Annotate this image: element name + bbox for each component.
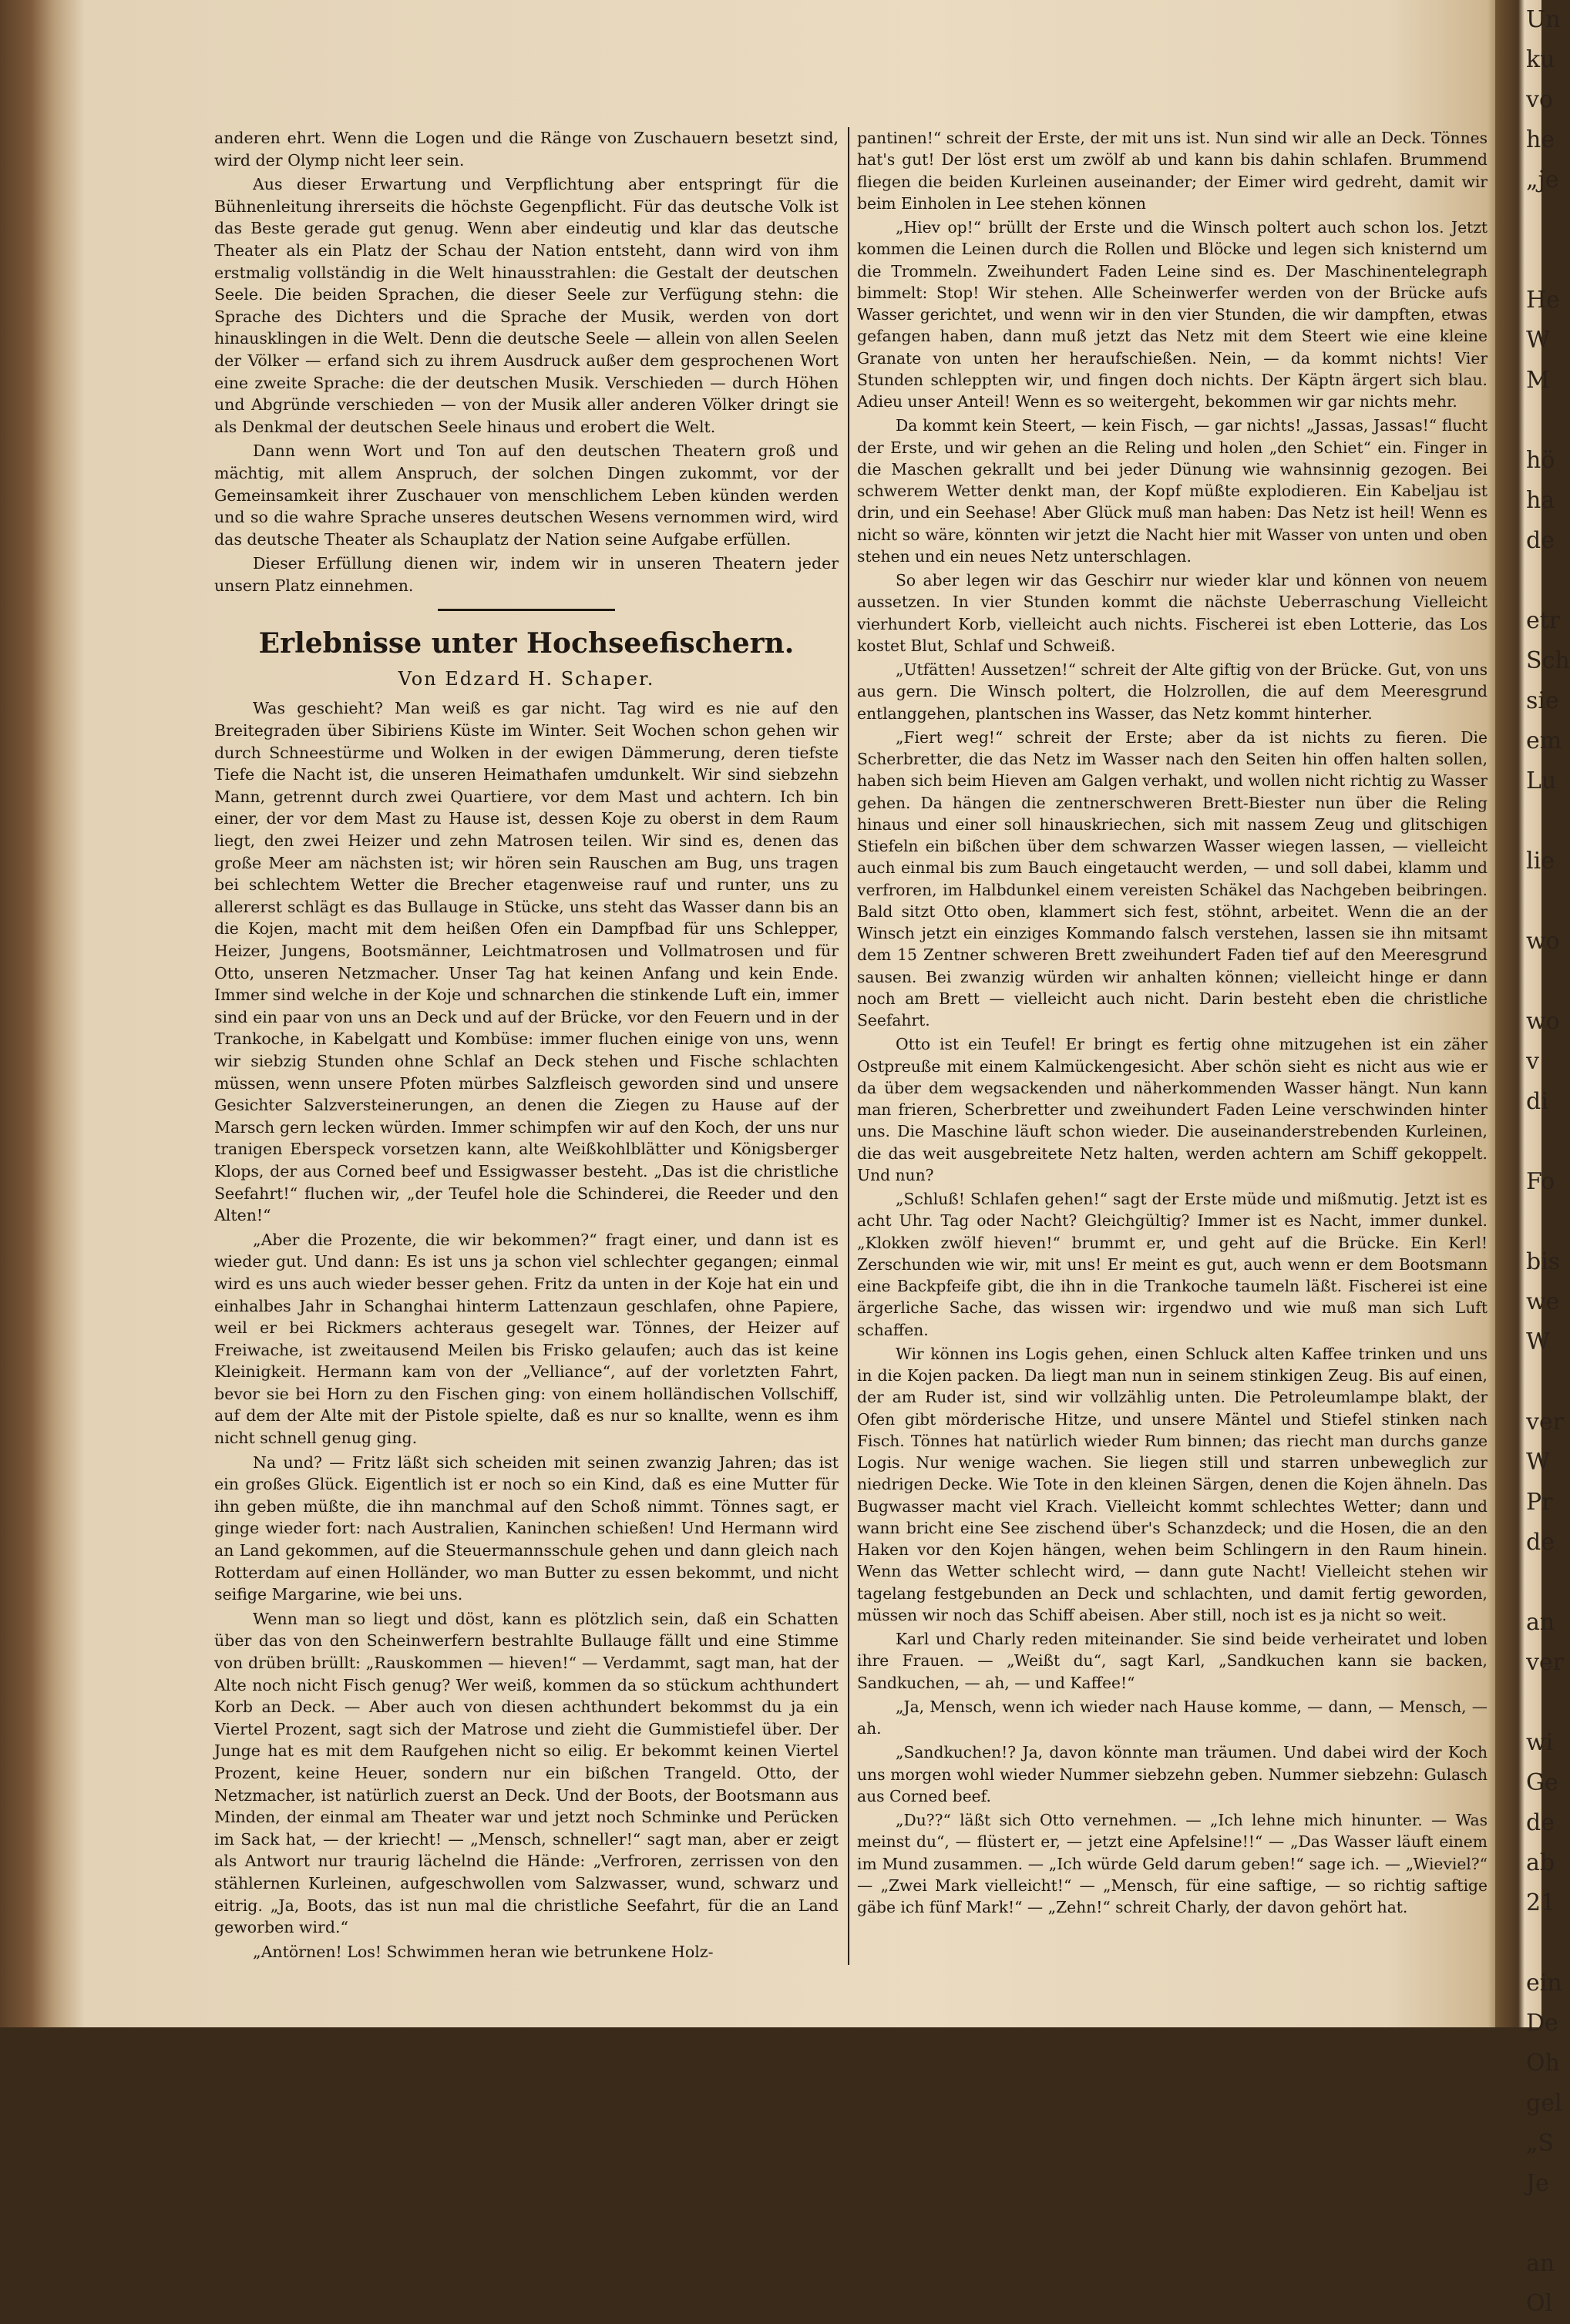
edge-fragment: Je	[1526, 2170, 1549, 2197]
edge-fragment: ha	[1526, 487, 1555, 514]
edge-fragment	[1495, 401, 1541, 441]
edge-fragment	[1495, 2204, 1541, 2244]
article-paragraph: Was geschieht? Man weiß es gar nicht. Tag wird es nie auf den Breitegraden über Sibiriens Küste im Winter. Seit Wochen schon gehen wir durch Schneestürme und Wolken in der ewigen Dämmerung, deren tiefste Tiefe die Nacht ist, die unseren Heimathafen umdunkelt. Wir sind siebzehn Mann, getrennt durch zwei Quartiere, vor dem Mast und achtern. Ich bin einer, der vor dem Mast zu Hause ist, dessen Koje zu oberst in dem Raum liegt, den zwei Heizer und zehn Matrosen teilen. Wir sind es, denen das große Meer am nächsten ist; wir hören sein Rauschen am Bug, uns tragen bei schlechtem Wetter die Brecher etagenweise rauf und runter, uns zu allererst schlägt es das Bullauge in Stücke, uns steht das Wasser dann bis an die Kojen, macht mit dem heißen Ofen ein Dampfbad für uns Schlepper, Heizer, Jungens, Bootsmänner, Leichtmatrosen und Vollmatrosen und für Otto, unseren Netzmacher. Unser Tag hat keinen Anfang und kein Ende. Immer sind welche in der Koje und schnarchen die stinkende Luft ein, immer sind ein paar von uns an Deck und auf der Brücke, vor den Feuern und in der Trankoche, in Kabelgatt und Kombüse: immer fluchen einige von uns, wenn wir siebzig Stunden ohne Schlaf an Deck stehen und Fische schlachten müssen, wenn unsere Pfoten mürbes Salzfleisch geworden sind und unsere Gesichter Salzversteinerungen, an denen die Ziegen zu Hause auf der Marsch gern lecken würden. Immer schimpfen wir auf den Koch, der uns nur tranigen Eberspeck vorsetzen kann, alte Weißkohlblätter und Königsberger Klops, der aus Corned beef und Essigwasser besteht. „Das ist die christliche Seefahrt!“ fluchen wir, „der Teufel hole die Schinderei, die Reeder und den Alten!“	[214, 699, 839, 1225]
edge-fragment: hö	[1526, 447, 1555, 474]
edge-fragment: Lu	[1526, 767, 1557, 794]
edge-fragment: ab	[1526, 1849, 1555, 1876]
article-paragraph: „Schluß! Schlafen gehen!“ sagt der Erste müde und mißmutig. Jetzt ist es acht Uhr. Tag oder Nacht? Gleichgültig? Immer ist es Nacht, immer dunkel. „Klokken zwölf hieven!“ brummt er, und geht auf die Brücke. Ein Kerl! Zerschunden wie wir, mit uns! Er meint es gut, auch wenn er dem Bootsmann eine Backpfeife gibt, die ihn in die Trankoche taumeln läßt. Fischerei ist eine ärgerliche Sache, das wissen wir: irgendwo und wie muß man sich Luft schaffen.	[857, 1190, 1488, 1339]
edge-fragment: Oh	[1526, 2050, 1560, 2077]
edge-fragment: W	[1526, 1328, 1550, 1355]
edge-fragment: Ol	[1526, 2290, 1553, 2317]
article-paragraph: Da kommt kein Steert, — kein Fisch, — gar nichts! „Jassas, Jassas!“ flucht der Erste, und wir gehen an die Reling und holen „den Schiet“ ein. Finger in die Maschen gekrallt und bei jeder Dünung wie wahnsinnig gezogen. Bei schwerem Wetter denkt man, der Kopf müßte explodieren. Ein Kabeljau ist drin, und ein Seehase! Aber Glück muß man haben: Das Netz ist heil! Wenn es nicht so wäre, könnten wir jetzt die Nacht hier mit Wasser von unten und oben stehen und ein neues Netz unterschlagen.	[857, 416, 1488, 566]
article-paragraph: „Aber die Prozente, die wir bekommen?“ fragt einer, und dann ist es wieder gut. Und dann: Es ist uns ja schon viel schlechter gegangen; einmal wird es uns auch wieder besser gehen. Fritz da unten in der Koje hat ein und einhalbes Jahr in Schanghai hinterm Lattenzaun geschlafen, ohne Papiere, weil er bei Rickmers achteraus gesegelt war. Tönnes, der Heizer auf Freiwache, ist zweitausend Meilen bis Frisko gelaufen; auch das ist keine Kleinigkeit. Hermann kam von der „Velliance“, auf der vorletzten Fahrt, bevor sie bei Horn zu den Fischen ging: von einem holländischen Vollschiff, auf dem der Alte mit der Pistole spielte, daß es nur so knallte, wenn es ihm nicht schnell genug ging.	[214, 1230, 839, 1448]
article-paragraph: „Hiev op!“ brüllt der Erste und die Winsch poltert auch schon los. Jetzt kommen die Leinen durch die Rollen und Blöcke und legen sich knisternd um die Trommeln. Zweihundert Faden Leine sind es. Der Maschinentelegraph bimmelt: Stop! Wir stehen. Alle Scheinwerfer werden von der Brücke aufs Wasser gerichtet, und wenn wir in den vier Stunden, die wir dampften, etwas gefangen haben, dann muß jetzt das Netz mit dem Steert wie eine kleine Granate von unten her heraufschießen. Nein, — da kommt nichts! Vier Stunden schleppten wir, und fingen doch nichts. Der Käptn ärgert sich blau. Adieu unser Anteil! Wenn es so weitergeht, bekommen wir gar nichts mehr.	[857, 218, 1488, 411]
edge-fragment: di	[1526, 1088, 1548, 1115]
edge-fragment: de	[1526, 527, 1555, 554]
edge-fragment	[1495, 1563, 1541, 1603]
article-paragraph: So aber legen wir das Geschirr nur wieder klar und können von neuem aussetzen. In vier Stunden kommt die nächste Ueberraschung Vielleicht vierhundert Korb, vielleicht auch nichts. Fischerei ist eben Lotterie, das Los kostet Blut, Schlaf und Schweiß.	[857, 571, 1488, 655]
edge-fragment: W	[1526, 1449, 1550, 1476]
edge-fragment: Ge	[1526, 1769, 1558, 1796]
edge-fragment: ver	[1526, 1409, 1565, 1436]
article-paragraph: „Antörnen! Los! Schwimmen heran wie betrunkene Holz-	[253, 1942, 714, 1961]
left-column	[214, 127, 839, 1965]
edge-fragment	[1495, 240, 1541, 280]
edge-fragment: Un	[1526, 6, 1561, 33]
edge-fragment: de	[1526, 1529, 1555, 1556]
edge-fragment	[1495, 1202, 1541, 1242]
article-paragraph: Karl und Charly reden miteinander. Sie sind beide verheiratet und loben ihre Frauen. — „Weißt du“, sagt Karl, „Sandkuchen kann sie backen, Sandkuchen, — ah, — und Kaffee!“	[857, 1630, 1488, 1692]
edge-fragment: Pr	[1526, 1489, 1553, 1516]
intro-paragraph: Dieser Erfüllung dienen wir, indem wir in unseren Theatern jeder unsern Platz einnehmen.	[214, 554, 839, 595]
edge-fragment: he	[1526, 126, 1555, 153]
edge-fragment	[1495, 1362, 1541, 1402]
edge-fragment: He	[1526, 287, 1560, 314]
section-divider	[438, 609, 615, 611]
edge-fragment: de	[1526, 1809, 1555, 1836]
edge-fragment: gel	[1526, 2090, 1562, 2117]
edge-fragment	[1495, 882, 1541, 922]
edge-fragment: bis	[1526, 1248, 1561, 1275]
right-column	[857, 127, 1488, 1920]
article-paragraph: Na und? — Fritz läßt sich scheiden mit seinen zwanzig Jahren; das ist ein großes Glück. Eigentlich ist er noch so ein Kind, daß es eine Mutter für ihn geben müßte, die ihn manchmal auf den Schoß nimmt. Tönnes sagt, er ginge wieder fort: nach Australien, Kaninchen schießen! Und Hermann wird an Land gekommen, auf die Steuermannsschule gehen und dann gleich nach Rotterdam auf einen Holländer, wo man Butter zu essen bekommt, und nicht seifige Margarine, wie bei uns.	[214, 1452, 839, 1604]
edge-fragment: an	[1526, 1609, 1555, 1636]
edge-fragment: v	[1526, 1048, 1539, 1075]
edge-fragment: ein	[1526, 1970, 1562, 1997]
edge-fragment: M	[1526, 367, 1550, 394]
edge-fragment: W	[1526, 327, 1550, 354]
edge-fragment	[1495, 200, 1541, 240]
edge-fragment: Sch	[1526, 647, 1570, 674]
article-paragraph: pantinen!“ schreit der Erste, der mit uns ist. Nun sind wir alle an Deck. Tönnes hat's gut! Der löst erst um zwölf ab und kann bis dahin schlafen. Brummend fliegen die beiden Kurleinen auseinander; der Eimer wird gedreht, damit wir beim Einholen in Lee stehen können	[857, 129, 1488, 213]
edge-fragment: wo	[1526, 1008, 1560, 1035]
edge-fragment: em	[1526, 727, 1562, 754]
edge-fragment: wo	[1526, 928, 1560, 955]
adjacent-page-edge	[1495, 0, 1570, 2317]
edge-fragment: lie	[1526, 848, 1555, 875]
edge-fragment: ver	[1526, 1649, 1565, 1676]
article-paragraph: „Ja, Mensch, wenn ich wieder nach Hause komme, — dann, — Mensch, — ah.	[857, 1697, 1488, 1738]
edge-fragment	[1495, 962, 1541, 1002]
edge-fragment: De	[1526, 2010, 1558, 2037]
edge-fragment: 21	[1526, 1889, 1556, 1916]
edge-fragment: „S	[1526, 2130, 1555, 2157]
edge-fragment	[1495, 561, 1541, 601]
article-byline: Von Edzard H. Schaper.	[398, 668, 655, 690]
edge-fragment	[1495, 801, 1541, 841]
edge-fragment: we	[1526, 1288, 1560, 1315]
article-paragraph: Otto ist ein Teufel! Er bringt es fertig ohne mitzugehen ist ein zäher Ostpreuße mit einem Kalmückengesicht. Aber schön sieht es nicht aus wie er da über dem wegsackenden und näherkommenden Wasser hängt. Nun kann man frieren, Scherbretter und zweihundert Faden Leine verschwinden hinter uns. Die Maschine läuft schon wieder. Die auseinanderstrebenden Kurleinen, die das weit ausgebreitete Netz halten, werden achtern am Schiff gekoppelt. Und nun?	[857, 1035, 1488, 1184]
edge-fragment	[1495, 1122, 1541, 1162]
intro-paragraph: Dann wenn Wort und Ton auf den deutschen Theatern groß und mächtig, mit allem Anspruch, der solchen Dingen zukommt, vor der Gemeinsamkeit ihrer Zuschauer von menschlichem Leben künden werden und so die wahre Sprache unseres deutschen Wesens vernommen wird, wird das deutsche Theater als Schauplatz der Nation seine Aufgabe erfüllen.	[214, 442, 839, 549]
edge-fragment: an	[1526, 2250, 1555, 2277]
intro-paragraph: anderen ehrt. Wenn die Logen und die Ränge von Zuschauern besetzt sind, wird der Olymp nicht leer sein.	[214, 129, 839, 170]
edge-fragment: sie	[1526, 687, 1559, 714]
edge-fragment: wi	[1526, 1729, 1554, 1756]
edge-fragment: „je	[1526, 166, 1559, 193]
article-paragraph: Wenn man so liegt und döst, kann es plötzlich sein, daß ein Schatten über das von den Scheinwerfern bestrahlte Bullauge fällt und eine Stimme von drüben brüllt: „Rauskommen — hieven!“ — Verdammt, sagt man, hat der Alte noch nicht Fisch genug? Wer weiß, kommen da so stückum achthundert Korb an Deck. — Aber auch von diesen achthundert bekommst du ja ein Viertel Prozent, sagt sich der Matrose und zieht die Gummistiefel über. Der Junge hat es mit dem Raufgehen nicht so eilig. Er bekommt keinen Viertel Prozent, keine Heuer, sondern nur ein bißchen Trangeld. Otto, der Netzmacher, ist natürlich zuerst an Deck. Und der Boots, der Bootsmann aus Minden, der einmal am Theater war und jetzt noch Schminke und Perücken im Sack hat, — der kriecht! — „Mensch, schneller!“ sagt man, aber er zeigt als Antwort nur traurig lächelnd die Hände: „Verfroren, zerrissen von den stählernen Kurleinen, aufgeschwollen vom Salzwasser, wund, schwarz und eitrig. „Ja, Boots, das ist nun mal die christliche Seefahrt, für die an Land geworben wird.“	[214, 1609, 839, 1937]
article-paragraph: Wir können ins Logis gehen, einen Schluck alten Kaffee trinken und uns in die Kojen packen. Da liegt man nun in seinem stinkigen Zeug. Bis auf einen, der am Ruder ist, sind wir vollzählig unten. Die Petroleumlampe blakt, der Ofen gibt mörderische Hitze, und unsere Mäntel und Stiefel stinken nach Fisch. Tönnes hat natürlich wieder Rum binnen; das riecht man durchs ganze Logis. Nur wenige wachen. Sie liegen still und starren unbeweglich zur niedrigen Decke. Wie Tote in den kleinen Särgen, denen die Kojen ähneln. Das Bugwasser macht viel Krach. Vielleicht kommt schlechtes Wetter; dann und wann bricht eine See zischend über's Schanzdeck; und die Hosen, die an den Haken vor den Kojen hängen, wehen beim Schlingern in den Raum hinein. Wenn das Wetter schlecht wird, — dann gute Nacht! Vielleicht stehen wir tagelang festgebunden an Deck und schlachten, und damit fertig geworden, müssen wir noch das Schiff abeisen. Aber still, noch ist es ja nicht so weit.	[857, 1344, 1488, 1624]
article-title: Erlebnisse unter Hochseefischern.	[258, 627, 795, 660]
edge-fragment: vo	[1526, 86, 1554, 113]
edge-fragment	[1495, 1923, 1541, 1963]
article-paragraph: „Sandkuchen!? Ja, davon könnte man träumen. Und dabei wird der Koch uns morgen wohl wieder Nummer siebzehn geben. Nummer siebzehn: Gulasch aus Corned beef.	[857, 1743, 1488, 1805]
column-divider	[848, 127, 849, 1965]
intro-paragraph: Aus dieser Erwartung und Verpflichtung aber entspringt für die Bühnenleitung ihrerseits die höchste Gegenpflicht. Für das deutsche Volk ist das Beste gerade gut genug. Wenn aber eindeutig und klar das deutsche Theater als ein Platz der Schau der Nation entsteht, dann wird von ihm erstmalig vollständig in die Welt hinausstrahlen: die Gestalt der deutschen Seele. Die beiden Sprachen, die dieser Seele zur Verfügung stehn: die Sprache des Dichters und die Sprache der Musik, werden von dort hinausklingen in die Welt. Denn die deutsche Seele — allein von allen Seelen der Völker — erfand sich zu ihrem Ausdruck außer dem gesprochenen Wort eine zweite Sprache: die der deutschen Musik. Verschieden — durch Höhen und Abgründe verschieden — von der Musik aller anderen Völker dringt sie als Denkmal der deutschen Seele hinaus und erobert die Welt.	[214, 175, 839, 436]
edge-fragment	[1495, 1683, 1541, 1723]
edge-fragment: ku	[1526, 46, 1555, 73]
edge-fragment: Fo	[1526, 1168, 1555, 1195]
article-paragraph: „Fiert weg!“ schreit der Erste; aber da ist nichts zu fieren. Die Scherbretter, die das Netz im Wasser nach den Seiten hin offen halten sollen, haben sich beim Hieven am Galgen verhakt, und wollen nicht richtig zu Wasser gehen. Da hängen die zentnerschweren Brett-Biester nun über die Reling hinaus und einer soll hinauskriechen, sich mit nassem Zeug und glitschigen Stiefeln ein bißchen über dem schwarzen Wasser wiegen lassen, — vielleicht auch einmal bis zum Bauch eingetaucht werden, — und soll dabei, klamm und verfroren, im Halbdunkel einem vereisten Schäkel das Nachgeben beibringen. Bald sitzt Otto oben, klammert sich fest, stöhnt, arbeitet. Wenn die an der Winsch jetzt ein einziges Kommando falsch verstehen, lassen sie ihn mitsamt dem 15 Zentner schweren Brett zweihundert Faden tief auf den Meeresgrund sausen. Bei zwanzig würden wir anhalten können; vielleicht hinge er dann noch am Brett — vielleicht auch nicht. Darin besteht eben die christliche Seefahrt.	[857, 727, 1488, 1029]
article-paragraph: „Du??“ läßt sich Otto vernehmen. — „Ich lehne mich hinunter. — Was meinst du“, — flüstert er, — jetzt eine Apfelsine!!“ — „Das Wasser läuft einem im Mund zusammen. — „Ich würde Geld darum geben!“ sage ich. — „Wieviel?“ — „Zwei Mark vielleicht!“ — „Mensch, für eine saftige, — so richtig saftige gäbe ich fünf Mark!“ — „Zehn!“ schreit Charly, der davon gehört hat.	[857, 1811, 1488, 1916]
article-paragraph: „Utfätten! Aussetzen!“ schreit der Alte giftig von der Brücke. Gut, von uns aus gern. Die Winsch poltert, die Holzrollen, die auf dem Meeresgrund entlanggehen, plantschen ins Wasser, das Netz kommt hinterher.	[857, 660, 1488, 723]
edge-fragment: etr	[1526, 607, 1561, 634]
